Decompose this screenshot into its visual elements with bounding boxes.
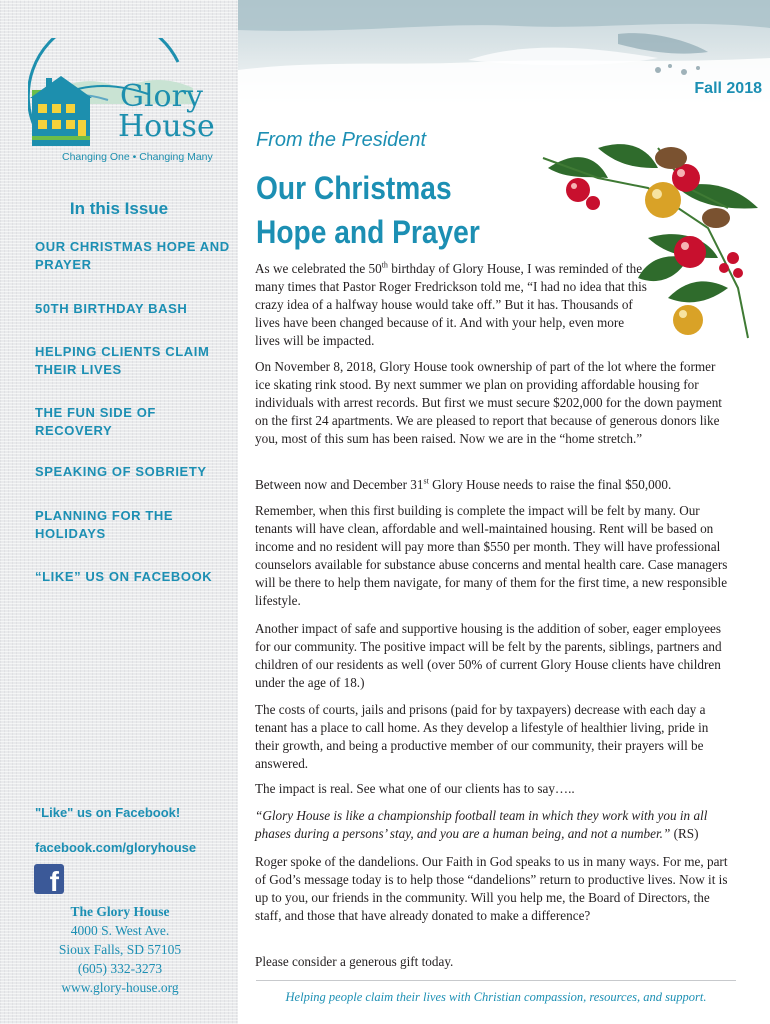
toc-item[interactable]: HELPING CLIENTS CLAIM THEIR LIVES (35, 344, 210, 377)
footer-tagline: Helping people claim their lives with Christian compassion, resources, and support. (285, 990, 707, 1004)
article-paragraph: The costs of courts, jails and prisons (paid for by taxpayers) decrease with each day a tenant has a place to call home. As they develop a lifestyle of healthier living, pride in their growth, and being a productive member of our community, their prayers will be answered. (255, 702, 709, 771)
logo-tagline: Changing One • Changing Many (62, 151, 213, 163)
toc-item[interactable]: OUR CHRISTMAS HOPE AND PRAYER (35, 239, 230, 272)
client-quote: “Glory House is like a championship football team in which they work with you in all phases during a persons’ stay, and you are a human being, and not a number.” (RS) (255, 808, 708, 841)
header-banner-photo (238, 0, 770, 110)
toc-item[interactable]: SPEAKING OF SOBRIETY (35, 464, 207, 479)
toc-item[interactable]: THE FUN SIDE OF RECOVERY (35, 405, 156, 438)
address-city: Sioux Falls, SD 57105 (58, 942, 182, 957)
contact-address (0, 902, 240, 997)
article-paragraph: As we celebrated the 50th birthday of Glory House, I was reminded of the many times that Pastor Roger Fredrickson told me, “I had no idea that this crazy idea of a halfway house would take off.” But it has. Thousands of lives have been changed because of it. And with your help, even more lives will be impacted. (255, 260, 647, 348)
article-paragraph: Another impact of safe and supportive housing is the addition of sober, eager employees for our community. The positive impact will be felt by the parents, siblings, partners and children of our residents as well (over 50% of current Glory House clients have children under the age of 18.) (255, 621, 722, 690)
sidebar (0, 0, 238, 1024)
article-kicker: From the President (256, 129, 427, 151)
article-paragraph: Roger spoke of the dandelions. Our Faith in God speaks to us in many ways. For me, part of God’s message today is to help those “dandelions” return to productive lives. Now it is up to you, our friends in the community. Will you help me, the Board of Directors, the staff, and those that have already donated to make a difference? (255, 854, 728, 923)
article-paragraph: Remember, when this first building is complete the impact will be felt by many. Our tenants will have clean, affordable and well-maintained housing. Rent will be based on income and no resident will pay more than $550 per month. They will have professional counselors available for substance abuse concerns and mental health care. Case managers will be there to help them navigate, for many of them for the first time, a new responsible lifestyle. (255, 503, 728, 608)
article-paragraph: Between now and December 31st Glory House needs to raise the final $50,000. (255, 476, 672, 492)
issue-season: Fall 2018 (694, 80, 762, 97)
article-headline: Our Christmas Hope and Prayer (256, 170, 480, 250)
toc-item[interactable]: PLANNING FOR THE HOLIDAYS (35, 508, 174, 541)
facebook-link[interactable]: facebook.com/gloryhouse (35, 840, 197, 855)
address-org: The Glory House (70, 904, 170, 919)
address-street: 4000 S. West Ave. (70, 923, 170, 938)
article-paragraph: On November 8, 2018, Glory House took ownership of part of the lot where the former ice skating rink stood. By next summer we plan on providing affordable housing for individuals with arrest records. But first we must secure $202,000 for the down payment on the first 24 apartments. We are pleased to report that because of generous donors like you, most of this sum has been raised. Now we are in the “home stretch.” (255, 359, 722, 446)
logo-wordmark: Glory House (118, 79, 215, 144)
toc-item[interactable]: 50TH BIRTHDAY BASH (35, 301, 188, 316)
facebook-icon[interactable]: f (34, 864, 64, 894)
issue-title: In this Issue (69, 199, 169, 218)
article-paragraph: The impact is real. See what one of our clients has to say….. (255, 781, 575, 796)
address-phone: (605) 332-3273 (77, 961, 163, 976)
article-paragraph: Please consider a generous gift today. (255, 954, 454, 969)
facebook-like-text: "Like" us on Facebook! (35, 805, 181, 820)
toc-item[interactable]: “LIKE” US ON FACEBOOK (35, 569, 213, 584)
address-website[interactable]: www.glory-house.org (61, 980, 179, 995)
glory-house-logo (28, 38, 228, 168)
winter-landscape-image (238, 0, 770, 110)
footer-divider (256, 980, 736, 981)
